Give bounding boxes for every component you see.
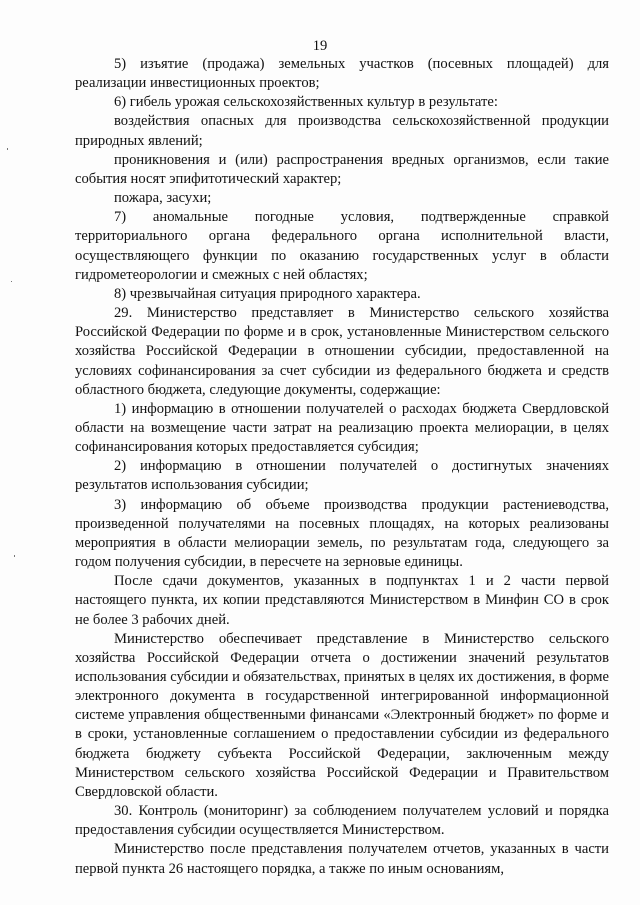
page-number: 19	[312, 38, 328, 54]
paragraph: 2) информацию в отношении получателей о достигнутых значениях результатов использования субсидии;	[75, 458, 609, 494]
paragraph: 30. Контроль (мониторинг) за соблюдением получателем условий и порядка предоставления субсидии осуществляется Министерством.	[75, 803, 609, 839]
document-body	[75, 55, 609, 879]
paragraph: 29. Министерство представляет в Министерство сельского хозяйства Российской Федерации по форме и в срок, установленные Министерством сельского хозяйства Российской Федерации в отношении субсидии, предоставленной на условиях софинансирования за счет субсидии из федерального бюджета и средств областного бюджета, следующие документы, содержащие:	[75, 305, 609, 398]
paragraph: пожара, засухи;	[114, 190, 212, 207]
paragraph: 1) информацию в отношении получателей о расходах бюджета Свердловской области на возмещение части затрат на реализацию проекта мелиорации, в целях софинансирования которых предоставляется субсидия;	[75, 400, 609, 456]
paragraph: 8) чрезвычайная ситуация природного характера.	[114, 285, 421, 302]
scan-artifact	[7, 148, 8, 150]
scan-artifact	[14, 555, 15, 557]
paragraph: 5) изъятие (продажа) земельных участков (посевных площадей) для реализации инвестиционных проектов;	[75, 56, 609, 92]
paragraph: 7) аномальные погодные условия, подтвержденные справкой территориального органа федерального органа исполнительной власти, осуществляющего функции по оказанию государственных услуг в области гидрометеорологии и смежных с ней областях;	[75, 209, 609, 283]
scan-artifact	[11, 281, 12, 282]
paragraph: После сдачи документов, указанных в подпунктах 1 и 2 части первой настоящего пункта, их копии представляются Министерством в Минфин СО в срок не более 3 рабочих дней.	[75, 573, 609, 628]
paragraph: Министерство обеспечивает представление в Министерство сельского хозяйства Российской Федерации отчета о достижении значений результатов использования субсидии и обязательствах, принятых в целях их достижения, в форме электронного документа в государственной интегрированной информационной системе управления общественными финансами «Электронный бюджет» по форме и в сроки, установленные соглашением о предоставлении субсидии из федерального бюджета бюджету субъекта Российской Федерации, заключенным между Министерством сельского хозяйства Российской Федерации и Правительством Свердловской области.	[75, 630, 609, 800]
paragraph: 6) гибель урожая сельскохозяйственных культур в результате:	[114, 94, 498, 111]
paragraph: проникновения и (или) распространения вредных организмов, если такие события носят эпифитотический характер;	[75, 151, 609, 187]
paragraph: Министерство после представления получателем отчетов, указанных в части первой пункта 26 настоящего порядка, а также по иным основаниям,	[75, 841, 609, 877]
paragraph: 3) информацию об объеме производства продукции растениеводства, произведенной получателями на посевных площадях, на которых реализованы мероприятия в области мелиорации земель, по результатам года, следующего за годом получения субсидии, в пересчете на зерновые единицы.	[75, 496, 609, 571]
paragraph: воздействия опасных для производства сельскохозяйственной продукции природных явлений;	[75, 113, 609, 149]
